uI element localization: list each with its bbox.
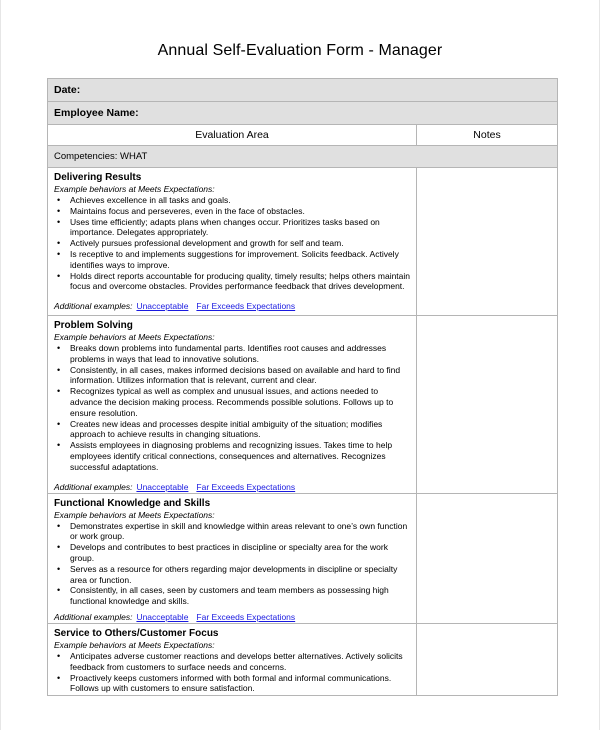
example-note: Example behaviors at Meets Expectations: xyxy=(54,332,215,342)
evaluation-form-table xyxy=(47,78,558,696)
behavior-item: • Consistently, in all cases, makes informed decisions based on available and hard to find information. Utilizes information that is relevant, current and clear. xyxy=(54,365,410,387)
competencies-label: Competencies: WHAT xyxy=(54,151,148,162)
behavior-item: • Is receptive to and implements suggestions for improvement. Solicits feedback. Actively identifies ways to improve. xyxy=(54,249,410,271)
unacceptable-link[interactable]: Unacceptable xyxy=(136,481,189,492)
behavior-item: • Achieves excellence in all tasks and goals. xyxy=(54,195,410,206)
additional-examples-label: Additional examples: xyxy=(54,611,133,622)
notes-cell[interactable] xyxy=(417,168,558,316)
section-title: Service to Others/Customer Focus xyxy=(54,627,219,639)
section-customer-focus xyxy=(48,623,417,695)
example-note: Example behaviors at Meets Expectations: xyxy=(54,639,215,650)
date-label: Date: xyxy=(54,84,81,96)
far-exceeds-link[interactable]: Far Exceeds Expectations xyxy=(196,611,296,622)
notes-cell[interactable] xyxy=(417,623,558,695)
far-exceeds-link[interactable]: Far Exceeds Expectations xyxy=(196,301,296,312)
behavior-item: • Anticipates adverse customer reactions and develops better alternatives. Actively solicits feedback from customers to surface needs and concerns. xyxy=(54,651,410,673)
behavior-item: • Recognizes typical as well as complex and unusual issues, and actions needed to advance the decision making process. Recommends possible solutions. Follows up to ensure resolution. xyxy=(54,386,410,418)
behavior-item: • Demonstrates expertise in skill and knowledge within areas relevant to one’s own function or work group. xyxy=(54,521,410,543)
section-title: Delivering Results xyxy=(54,172,142,183)
far-exceeds-link[interactable]: Far Exceeds Expectations xyxy=(196,481,296,492)
date-field[interactable] xyxy=(48,79,558,102)
behavior-item: • Breaks down problems into fundamental parts. Identifies root causes and addresses problems in ways that lead to innovative solutions. xyxy=(54,343,410,365)
behavior-item: • Uses time efficiently; adapts plans when changes occur. Prioritizes tasks based on importance. Delegates appropriately. xyxy=(54,217,410,239)
behavior-item: • Consistently, in all cases, seen by customers and team members as possessing high functional knowledge and skills. xyxy=(54,585,410,607)
section-problem-solving xyxy=(48,316,417,494)
employee-name-label: Employee Name: xyxy=(54,107,139,119)
example-note: Example behaviors at Meets Expectations: xyxy=(54,509,215,520)
behavior-item: • Assists employees in diagnosing problems and recognizing issues. Takes time to help employees identify critical connections, consequences and alternatives. Recognizes successful adaptations. xyxy=(54,440,410,472)
competencies-row xyxy=(48,146,558,168)
notes-cell[interactable] xyxy=(417,493,558,623)
additional-examples xyxy=(54,612,410,623)
behavior-item: • Develops and contributes to best practices in discipline or specialty area for the work group. xyxy=(54,542,410,564)
page-title: Annual Self-Evaluation Form - Manager xyxy=(157,42,443,59)
behavior-list xyxy=(54,195,410,292)
section-title: Problem Solving xyxy=(54,320,133,331)
behavior-list xyxy=(54,651,410,694)
additional-examples-label: Additional examples: xyxy=(54,481,133,492)
notes-cell[interactable] xyxy=(417,316,558,494)
behavior-item: • Holds direct reports accountable for producing quality, timely results; helps others maintain focus and overcome obstacles. Provides performance feedback that drives development. xyxy=(54,271,410,293)
section-functional-knowledge xyxy=(48,493,417,623)
evaluation-area-header: Evaluation Area xyxy=(48,125,417,146)
behavior-item: • Serves as a resource for others regarding major developments in discipline or specialty area or function. xyxy=(54,564,410,586)
additional-examples xyxy=(54,301,410,312)
section-delivering-results xyxy=(48,168,417,316)
behavior-list xyxy=(54,343,410,473)
section-title: Functional Knowledge and Skills xyxy=(54,497,211,509)
notes-header: Notes xyxy=(417,125,558,146)
employee-name-field[interactable] xyxy=(48,102,558,125)
behavior-item: • Maintains focus and perseveres, even in the face of obstacles. xyxy=(54,206,410,217)
behavior-item: • Creates new ideas and processes despite initial ambiguity of the situation; modifies approach to achieve results in changing situations. xyxy=(54,419,410,441)
behavior-item: • Actively pursues professional development and growth for self and team. xyxy=(54,238,410,249)
behavior-list xyxy=(54,521,410,607)
additional-examples-label: Additional examples: xyxy=(54,301,133,312)
unacceptable-link[interactable]: Unacceptable xyxy=(136,611,189,622)
unacceptable-link[interactable]: Unacceptable xyxy=(136,301,189,312)
behavior-item: • Proactively keeps customers informed with both formal and informal communications. Follows up with customers to ensure satisfaction. xyxy=(54,673,410,695)
example-note: Example behaviors at Meets Expectations: xyxy=(54,184,215,194)
additional-examples xyxy=(54,482,410,493)
